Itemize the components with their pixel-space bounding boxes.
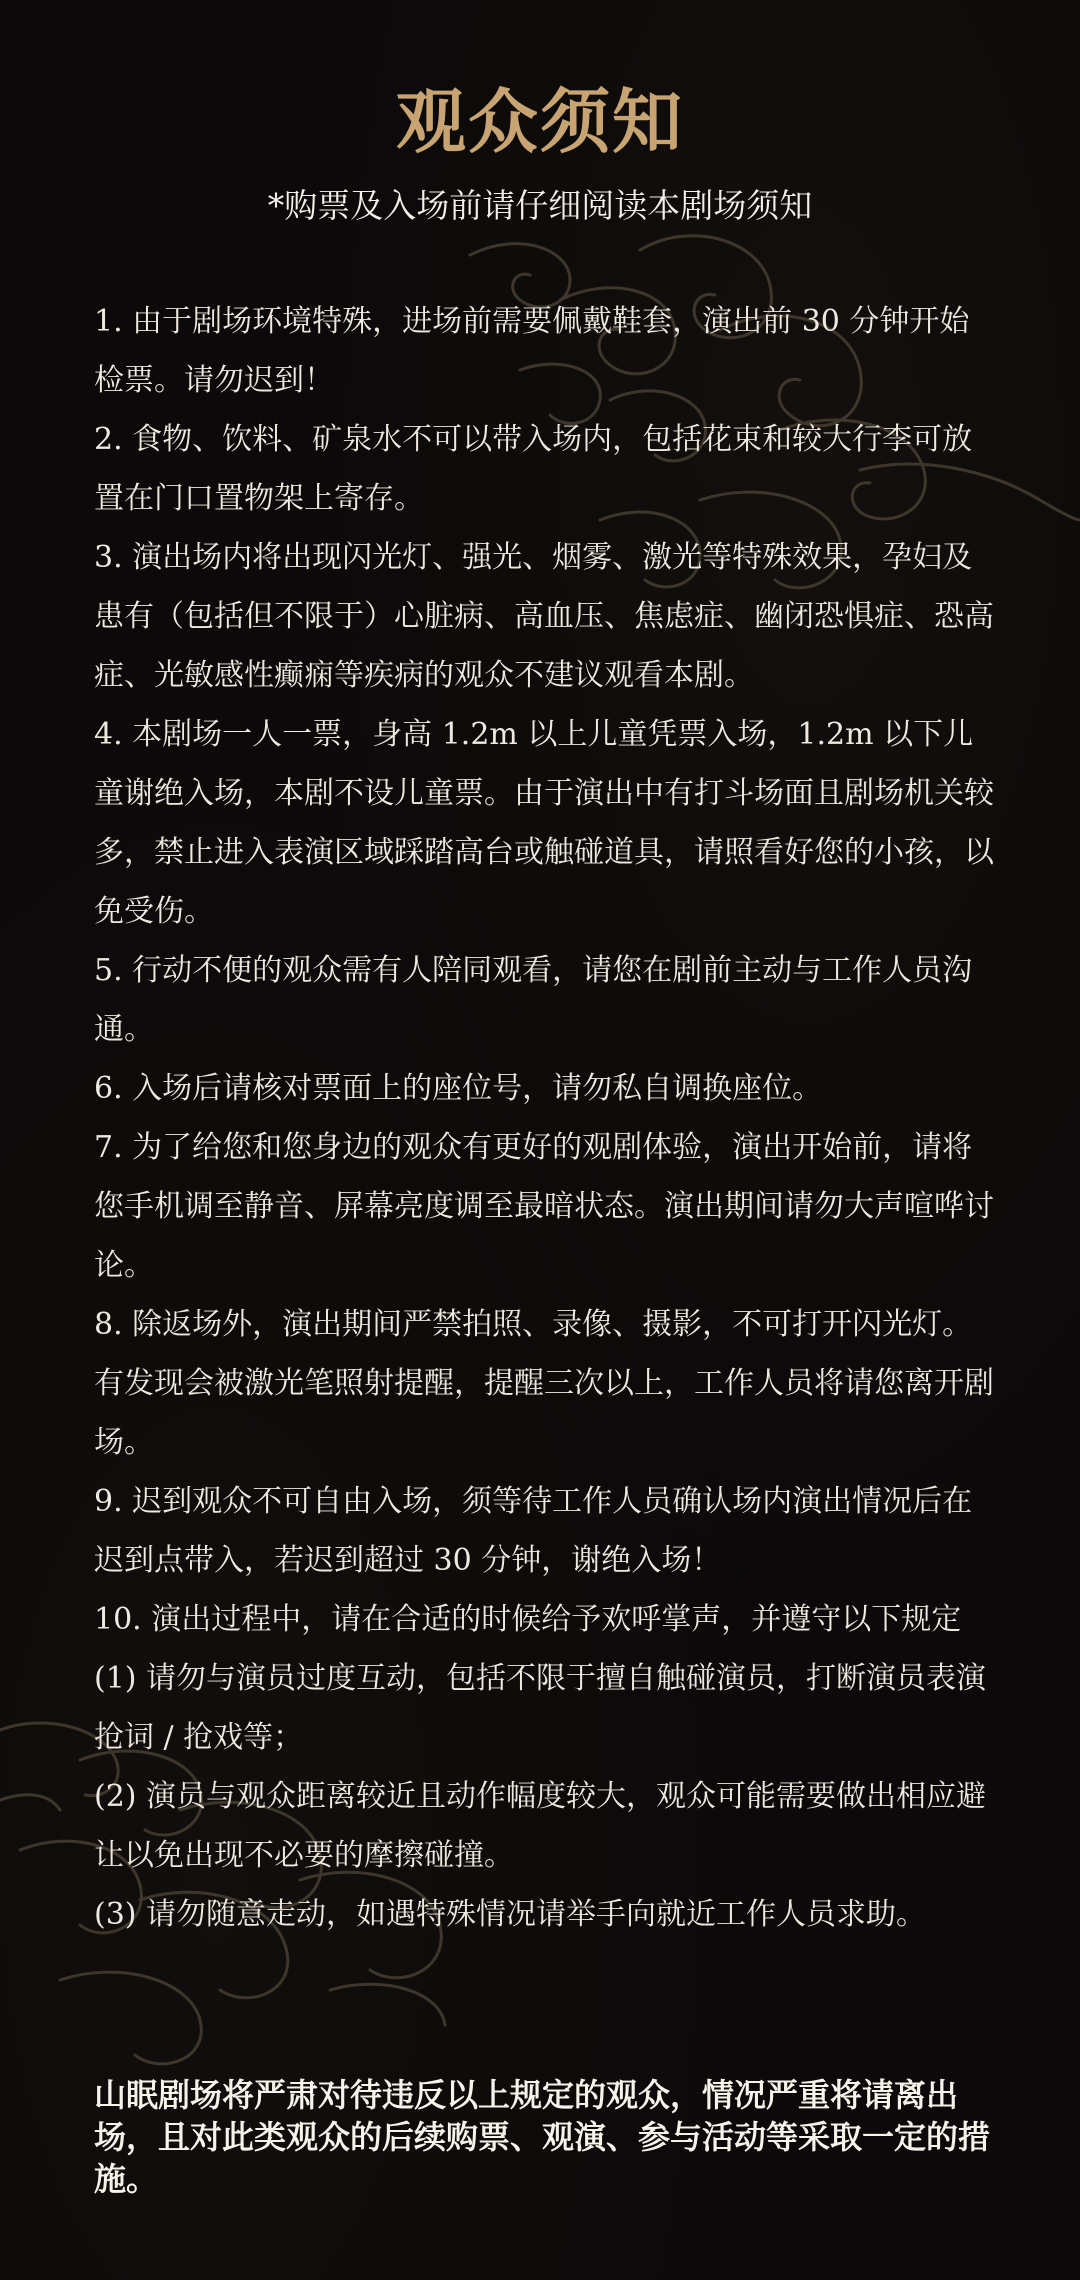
rule-item-6: 6. 入场后请核对票面上的座位号，请勿私自调换座位。 [94, 1071, 823, 1106]
page-subtitle: *购票及入场前请仔细阅读本剧场须知 [267, 186, 813, 225]
rule-item-4: 4. 本剧场一人一票，身高 1.2m 以上儿童凭票入场，1.2m 以下儿童谢绝入场，本剧不设儿童票。由于演出中有打斗场面且剧场机关较多，禁止进入表演区域踩踏高台或触碰道具，请照看好您的小孩，以免受伤。 [94, 717, 994, 929]
rule-item-3: 3. 演出场内将出现闪光灯、强光、烟雾、激光等特殊效果，孕妇及患有（包括但不限于）心脏病、高血压、焦虑症、幽闭恐惧症、恐高症、光敏感性癫痫等疾病的观众不建议观看本剧。 [94, 540, 994, 693]
rule-item-8: 8. 除返场外，演出期间严禁拍照、录像、摄影，不可打开闪光灯。有发现会被激光笔照射提醒，提醒三次以上，工作人员将请您离开剧场。 [94, 1307, 994, 1460]
rule-item-5: 5. 行动不便的观众需有人陪同观看，请您在剧前主动与工作人员沟通。 [94, 953, 973, 1047]
page-title: 观众须知 [396, 80, 684, 163]
rules-list [94, 292, 998, 1944]
rule-subitem-1: (1) 请勿与演员过度互动，包括不限于擅自触碰演员，打断演员表演抢词 / 抢戏等； [94, 1661, 987, 1755]
rule-item-1: 1. 由于剧场环境特殊，进场前需要佩戴鞋套，演出前 30 分钟开始检票。请勿迟到！ [94, 304, 970, 398]
rule-subitem-3: (3) 请勿随意走动，如遇特殊情况请举手向就近工作人员求助。 [94, 1897, 927, 1932]
rule-subitem-2: (2) 演员与观众距离较近且动作幅度较大，观众可能需要做出相应避让以免出现不必要的摩擦碰撞。 [94, 1779, 987, 1873]
closing-notice: 山眠剧场将严肃对待违反以上规定的观众，情况严重将请离出场，且对此类观众的后续购票、观演、参与活动等采取一定的措施。 [94, 2076, 991, 2198]
rule-item-9: 9. 迟到观众不可自由入场，须等待工作人员确认场内演出情况后在迟到点带入，若迟到超过 30 分钟，谢绝入场！ [94, 1484, 973, 1578]
rule-item-10: 10. 演出过程中，请在合适的时候给予欢呼掌声，并遵守以下规定 [94, 1602, 962, 1637]
rule-item-2: 2. 食物、饮料、矿泉水不可以带入场内，包括花束和较大行李可放置在门口置物架上寄存。 [94, 422, 973, 516]
rule-item-7: 7. 为了给您和您身边的观众有更好的观剧体验，演出开始前，请将您手机调至静音、屏幕亮度调至最暗状态。演出期间请勿大声喧哗讨论。 [94, 1130, 994, 1283]
